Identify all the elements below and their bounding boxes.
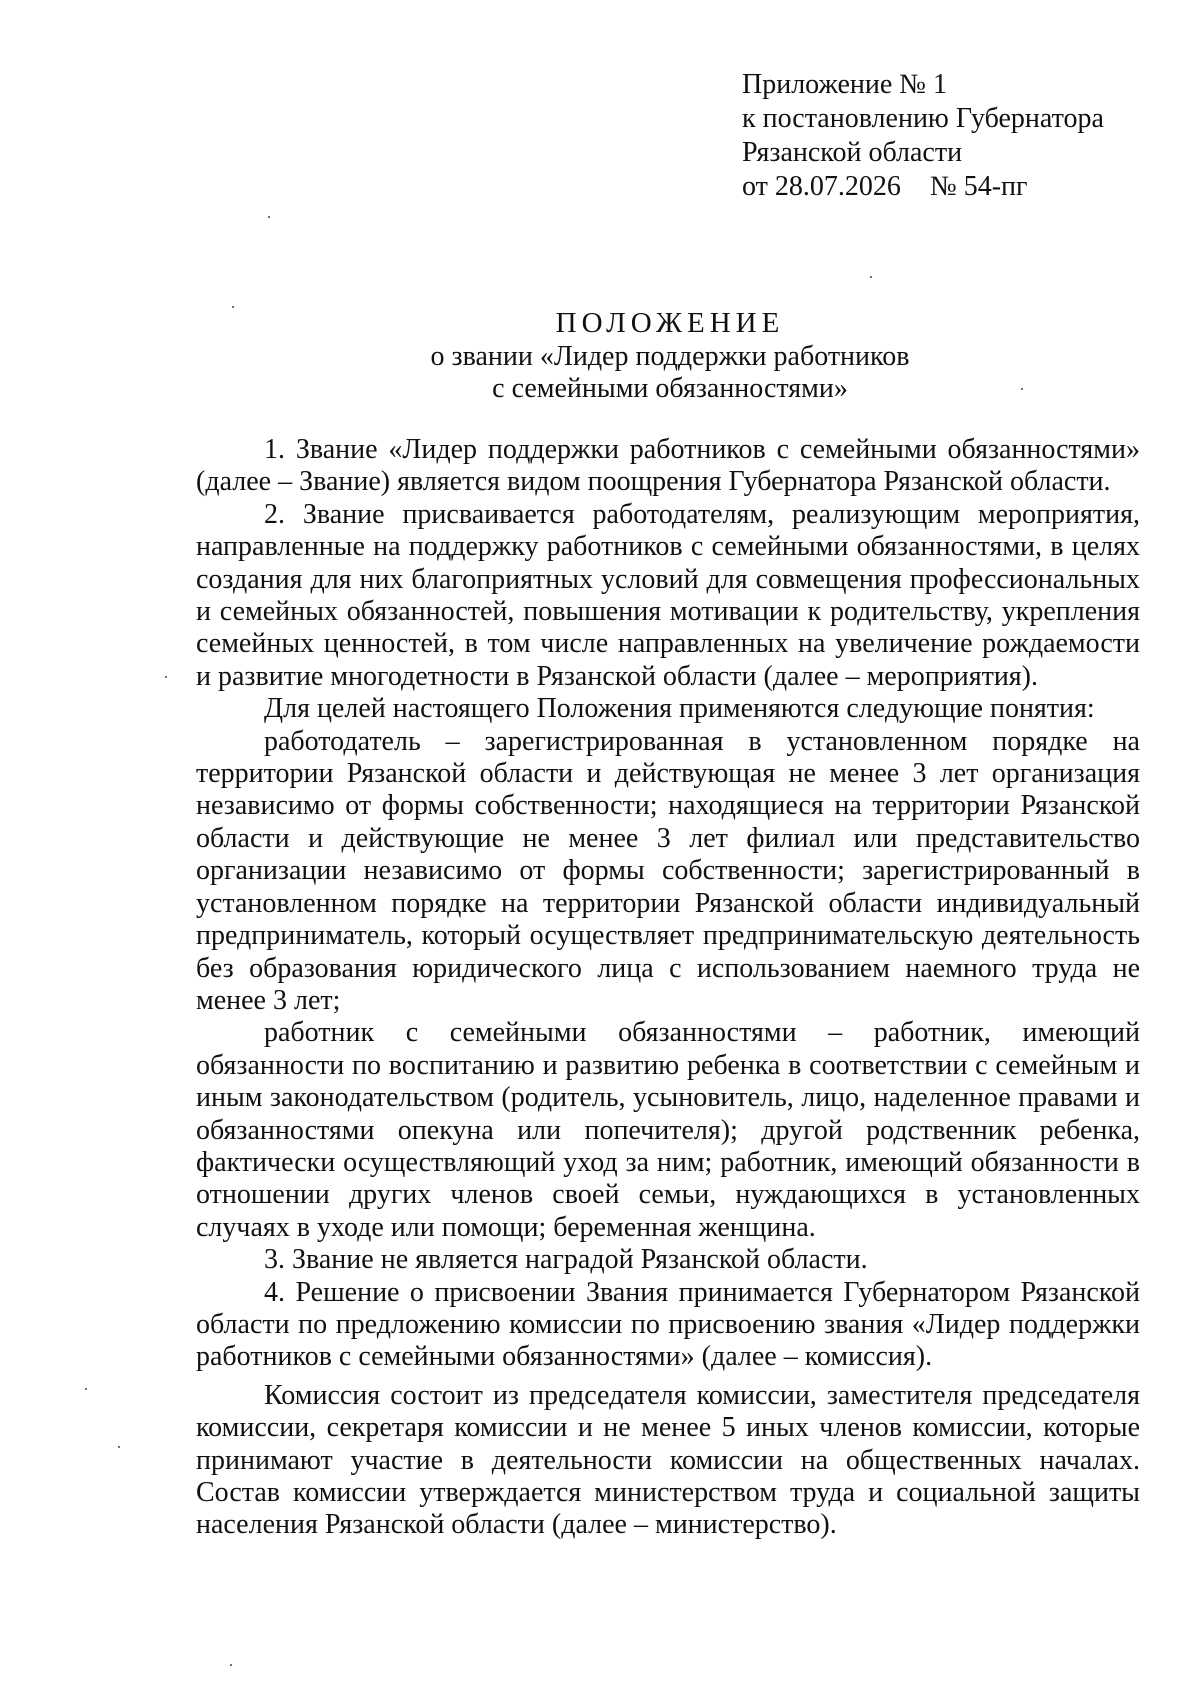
- document-title: [200, 305, 1140, 405]
- annex-line-2: к постановлению Губернатора: [742, 103, 1104, 134]
- annex-number: № 54-пг: [930, 171, 1028, 202]
- paragraph-2: 2. Звание присваивается работодателям, реализующим мероприятия, направленные на поддержку работников с семейными обязанностями, в целях создания для них благоприятных условий для совмещения профессиональных и семейных обязанностей, повышения мотивации к родительству, укрепления семейных ценностей, в том числе направленных на увеличение рождаемости и развитие многодетности в Рязанской области (далее – мероприятия).: [196, 498, 1140, 692]
- scan-speck: [165, 676, 167, 678]
- annex-line-4: [742, 170, 1104, 204]
- paragraph-definition-employer: работодатель – зарегистрированная в установленном порядке на территории Рязанской области и действующая не менее 3 лет организация независимо от формы собственности; находящиеся на территории Рязанской области и действующие не менее 3 лет филиал или представительство организации независимо от формы собственности; зарегистрированный в установленном порядке на территории Рязанской области индивидуальный предприниматель, который осуществляет предпринимательскую деятельность без образования юридического лица с использованием наемного труда не менее 3 лет;: [196, 725, 1140, 1016]
- scan-speck: [1021, 388, 1023, 390]
- title-main: ПОЛОЖЕНИЕ: [555, 307, 785, 339]
- scan-speck: [870, 276, 872, 278]
- scan-speck: [118, 1446, 120, 1448]
- scan-speck: [232, 306, 234, 308]
- paragraph-definitions-intro: Для целей настоящего Положения применяются следующие понятия:: [264, 693, 1095, 725]
- scan-speck: [85, 1388, 87, 1390]
- annex-line-3: Рязанской области: [742, 137, 963, 168]
- paragraph-4: 4. Решение о присвоении Звания принимается Губернатором Рязанской области по предложению комиссии по присвоению звания «Лидер поддержки работников с семейными обязанностями» (далее – комиссия).: [196, 1276, 1140, 1373]
- scan-speck: [268, 216, 270, 218]
- scan-speck: [230, 1664, 232, 1666]
- paragraph-3: 3. Звание не является наградой Рязанской области.: [264, 1244, 868, 1276]
- title-subtitle-line-1: о звании «Лидер поддержки работников: [430, 341, 910, 372]
- annex-line-1: Приложение № 1: [742, 69, 947, 100]
- paragraph-commission: Комиссия состоит из председателя комиссии, заместителя председателя комиссии, секретаря комиссии и не менее 5 иных членов комиссии, которые принимают участие в деятельности комиссии на общественных началах. Состав комиссии утверждается министерством труда и социальной защиты населения Рязанской области (далее – министерство).: [196, 1379, 1140, 1541]
- document-body: [196, 434, 1140, 1542]
- paragraph-definition-employee: работник с семейными обязанностями – работник, имеющий обязанности по воспитанию и развитию ребенка в соответствии с семейным и иным законодательством (родитель, усыновитель, лицо, наделенное правами и обязанностями опекуна или попечителя); другой родственник ребенка, фактически осуществляющий уход за ним; работник, имеющий обязанности в отношении других членов своей семьи, нуждающихся в установленных случаях в уходе или помощи; беременная женщина.: [196, 1017, 1140, 1243]
- paragraph-1: 1. Звание «Лидер поддержки работников с семейными обязанностями» (далее – Звание) является видом поощрения Губернатора Рязанской области.: [196, 434, 1140, 498]
- annex-date: от 28.07.2026: [742, 171, 901, 202]
- annex-header: [742, 68, 1104, 204]
- title-subtitle-line-2: с семейными обязанностями»: [492, 373, 848, 404]
